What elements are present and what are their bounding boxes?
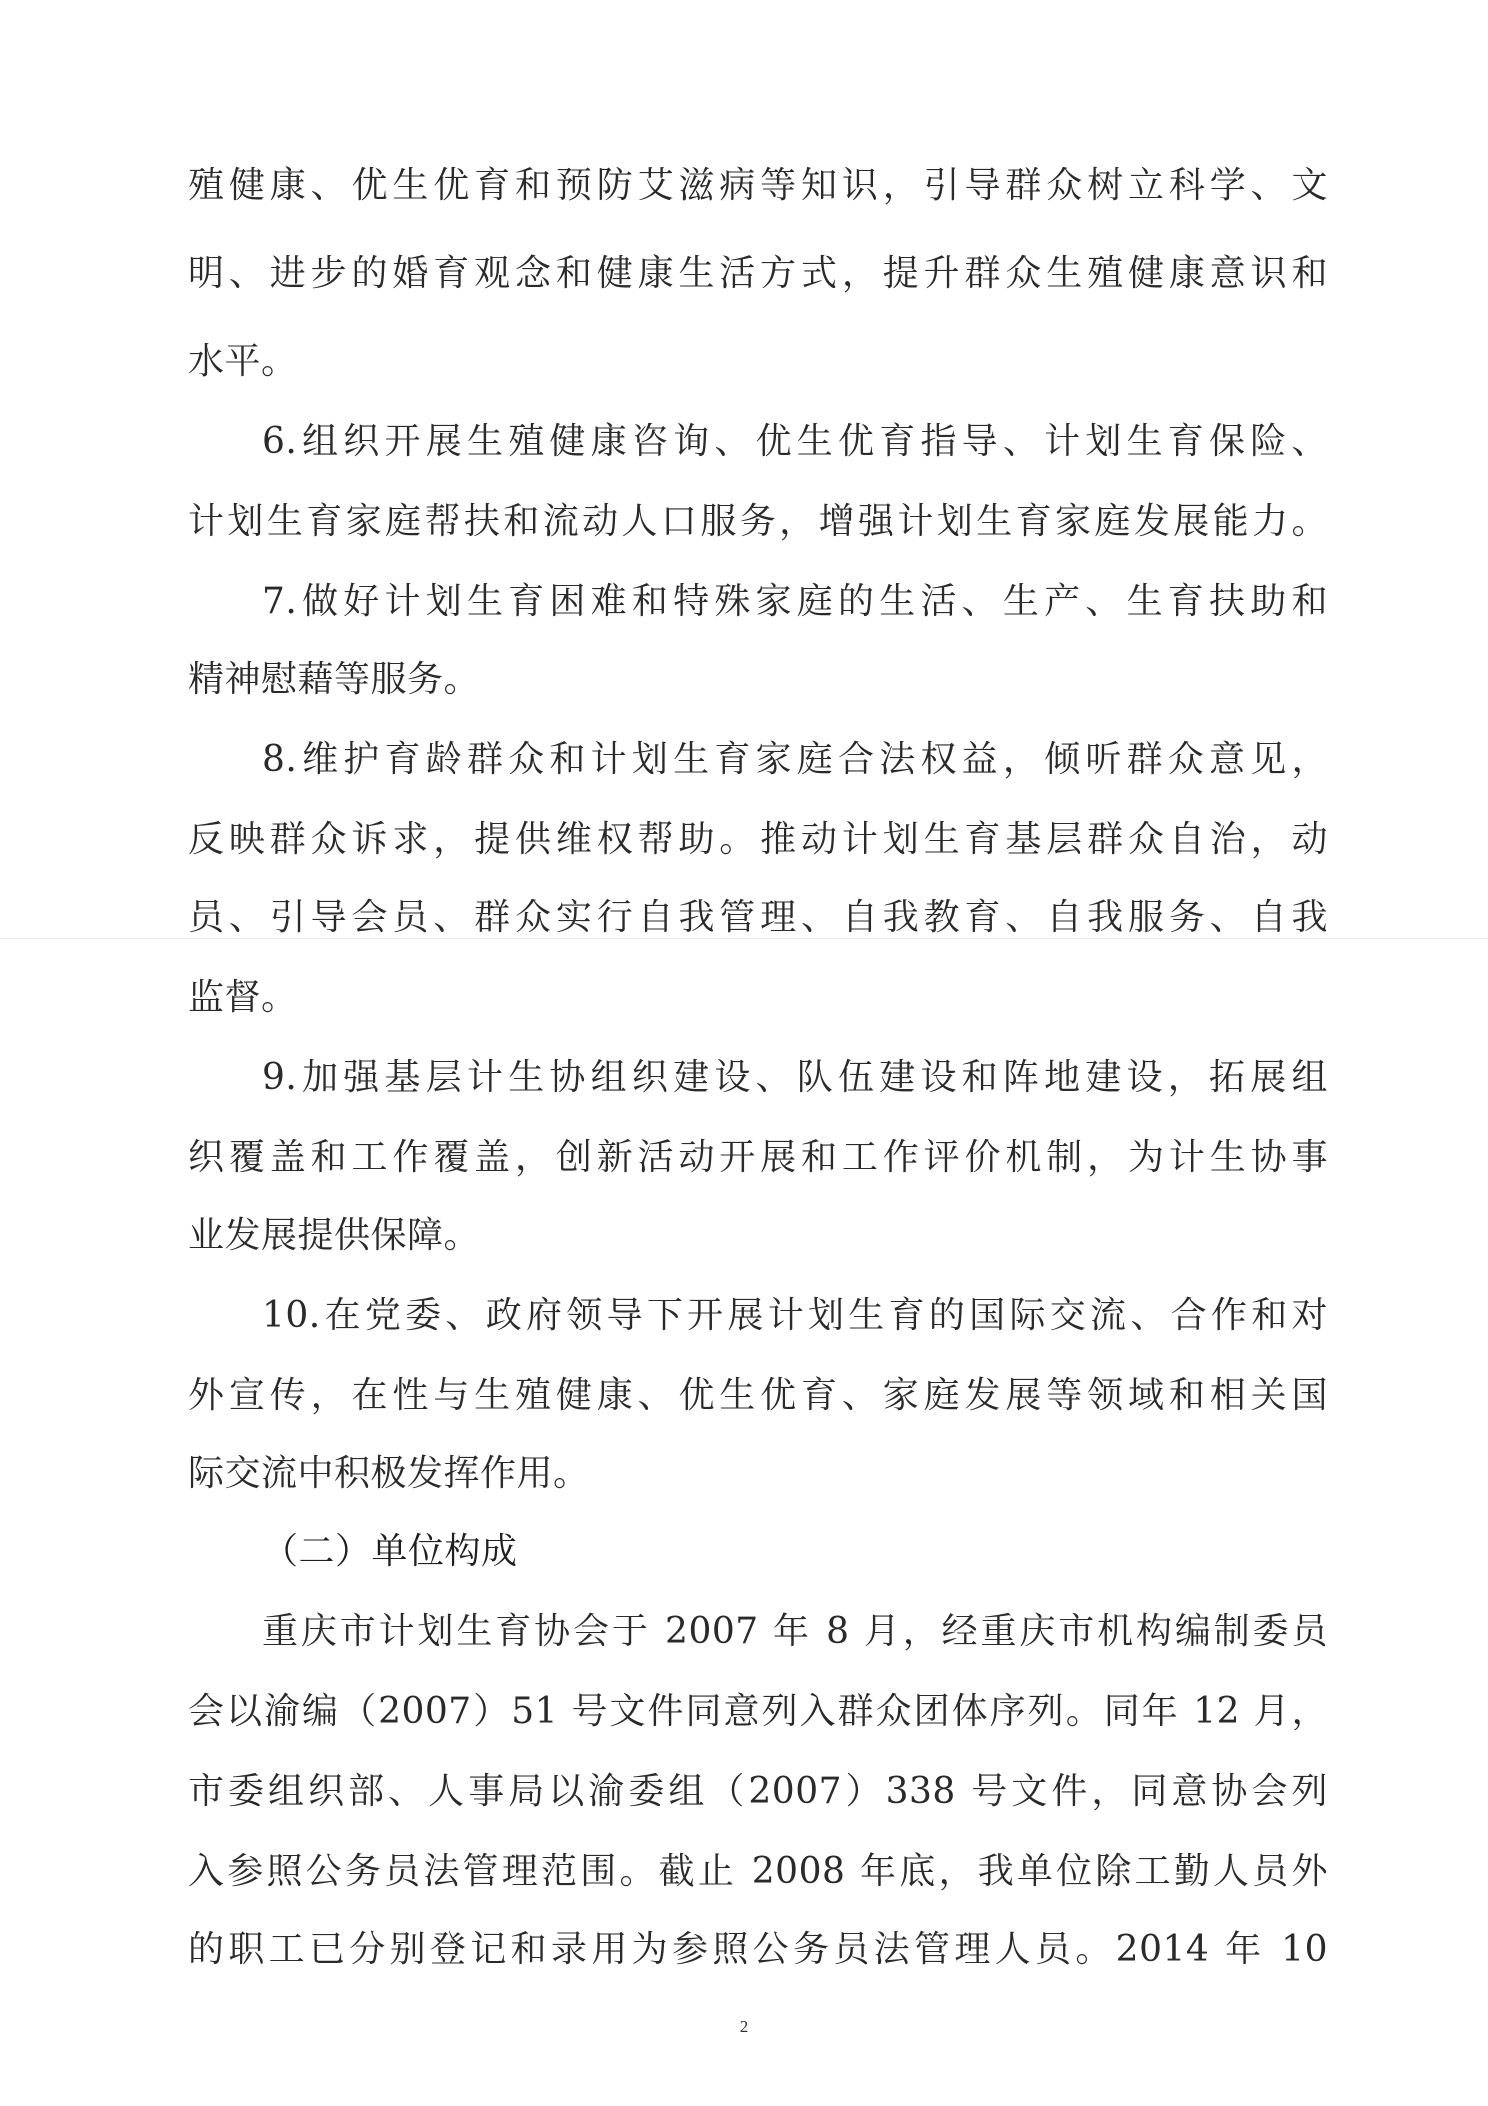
- item-8-line-1: 8.维护育龄群众和计划生育家庭合法权益，倾听群众意见，: [262, 739, 1328, 780]
- item-10-line-3: 际交流中积极发挥作用。: [188, 1453, 590, 1494]
- item-6-line-2: 计划生育家庭帮扶和流动人口服务，增强计划生育家庭发展能力。: [188, 501, 1328, 542]
- unit-paragraph-line-4: 入参照公务员法管理范围。截止 2008 年底，我单位除工勤人员外: [188, 1851, 1328, 1892]
- item-10-line-1: 10.在党委、政府领导下开展计划生育的国际交流、合作和对: [262, 1295, 1328, 1336]
- item-10-line-2: 外宣传，在性与生殖健康、优生优育、家庭发展等领域和相关国: [188, 1375, 1328, 1416]
- item-7-line-1: 7.做好计划生育困难和特殊家庭的生活、生产、生育扶助和: [262, 581, 1328, 622]
- item-8-line-3: 员、引导会员、群众实行自我管理、自我教育、自我服务、自我: [188, 897, 1328, 938]
- section-heading: （二）单位构成: [262, 1531, 518, 1572]
- item-8-line-2: 反映群众诉求，提供维权帮助。推动计划生育基层群众自治，动: [188, 819, 1328, 860]
- item-9-line-1: 9.加强基层计生协组织建设、队伍建设和阵地建设，拓展组: [262, 1057, 1328, 1098]
- item-9-line-3: 业发展提供保障。: [188, 1215, 481, 1256]
- item-7-line-2: 精神慰藉等服务。: [188, 659, 481, 700]
- item-9-line-2: 织覆盖和工作覆盖，创新活动开展和工作评价机制，为计生协事: [188, 1137, 1328, 1178]
- item-6-line-1: 6.组织开展生殖健康咨询、优生优育指导、计划生育保险、: [262, 421, 1328, 462]
- paragraph-1-line-3: 水平。: [188, 341, 298, 382]
- paragraph-1-line-2: 明、进步的婚育观念和健康生活方式，提升群众生殖健康意识和: [188, 253, 1328, 294]
- item-8-line-4: 监督。: [188, 977, 298, 1018]
- unit-paragraph-line-3: 市委组织部、人事局以渝委组（2007）338 号文件，同意协会列: [188, 1771, 1328, 1812]
- unit-paragraph-line-1: 重庆市计划生育协会于 2007 年 8 月，经重庆市机构编制委员: [262, 1611, 1328, 1652]
- unit-paragraph-line-5: 的职工已分别登记和录用为参照公务员法管理人员。2014 年 10: [188, 1929, 1328, 1970]
- page-number: 2: [739, 2017, 749, 2036]
- unit-paragraph-line-2: 会以渝编（2007）51 号文件同意列入群众团体序列。同年 12 月，: [188, 1691, 1328, 1732]
- paragraph-1-line-1: 殖健康、优生优育和预防艾滋病等知识，引导群众树立科学、文: [188, 165, 1328, 206]
